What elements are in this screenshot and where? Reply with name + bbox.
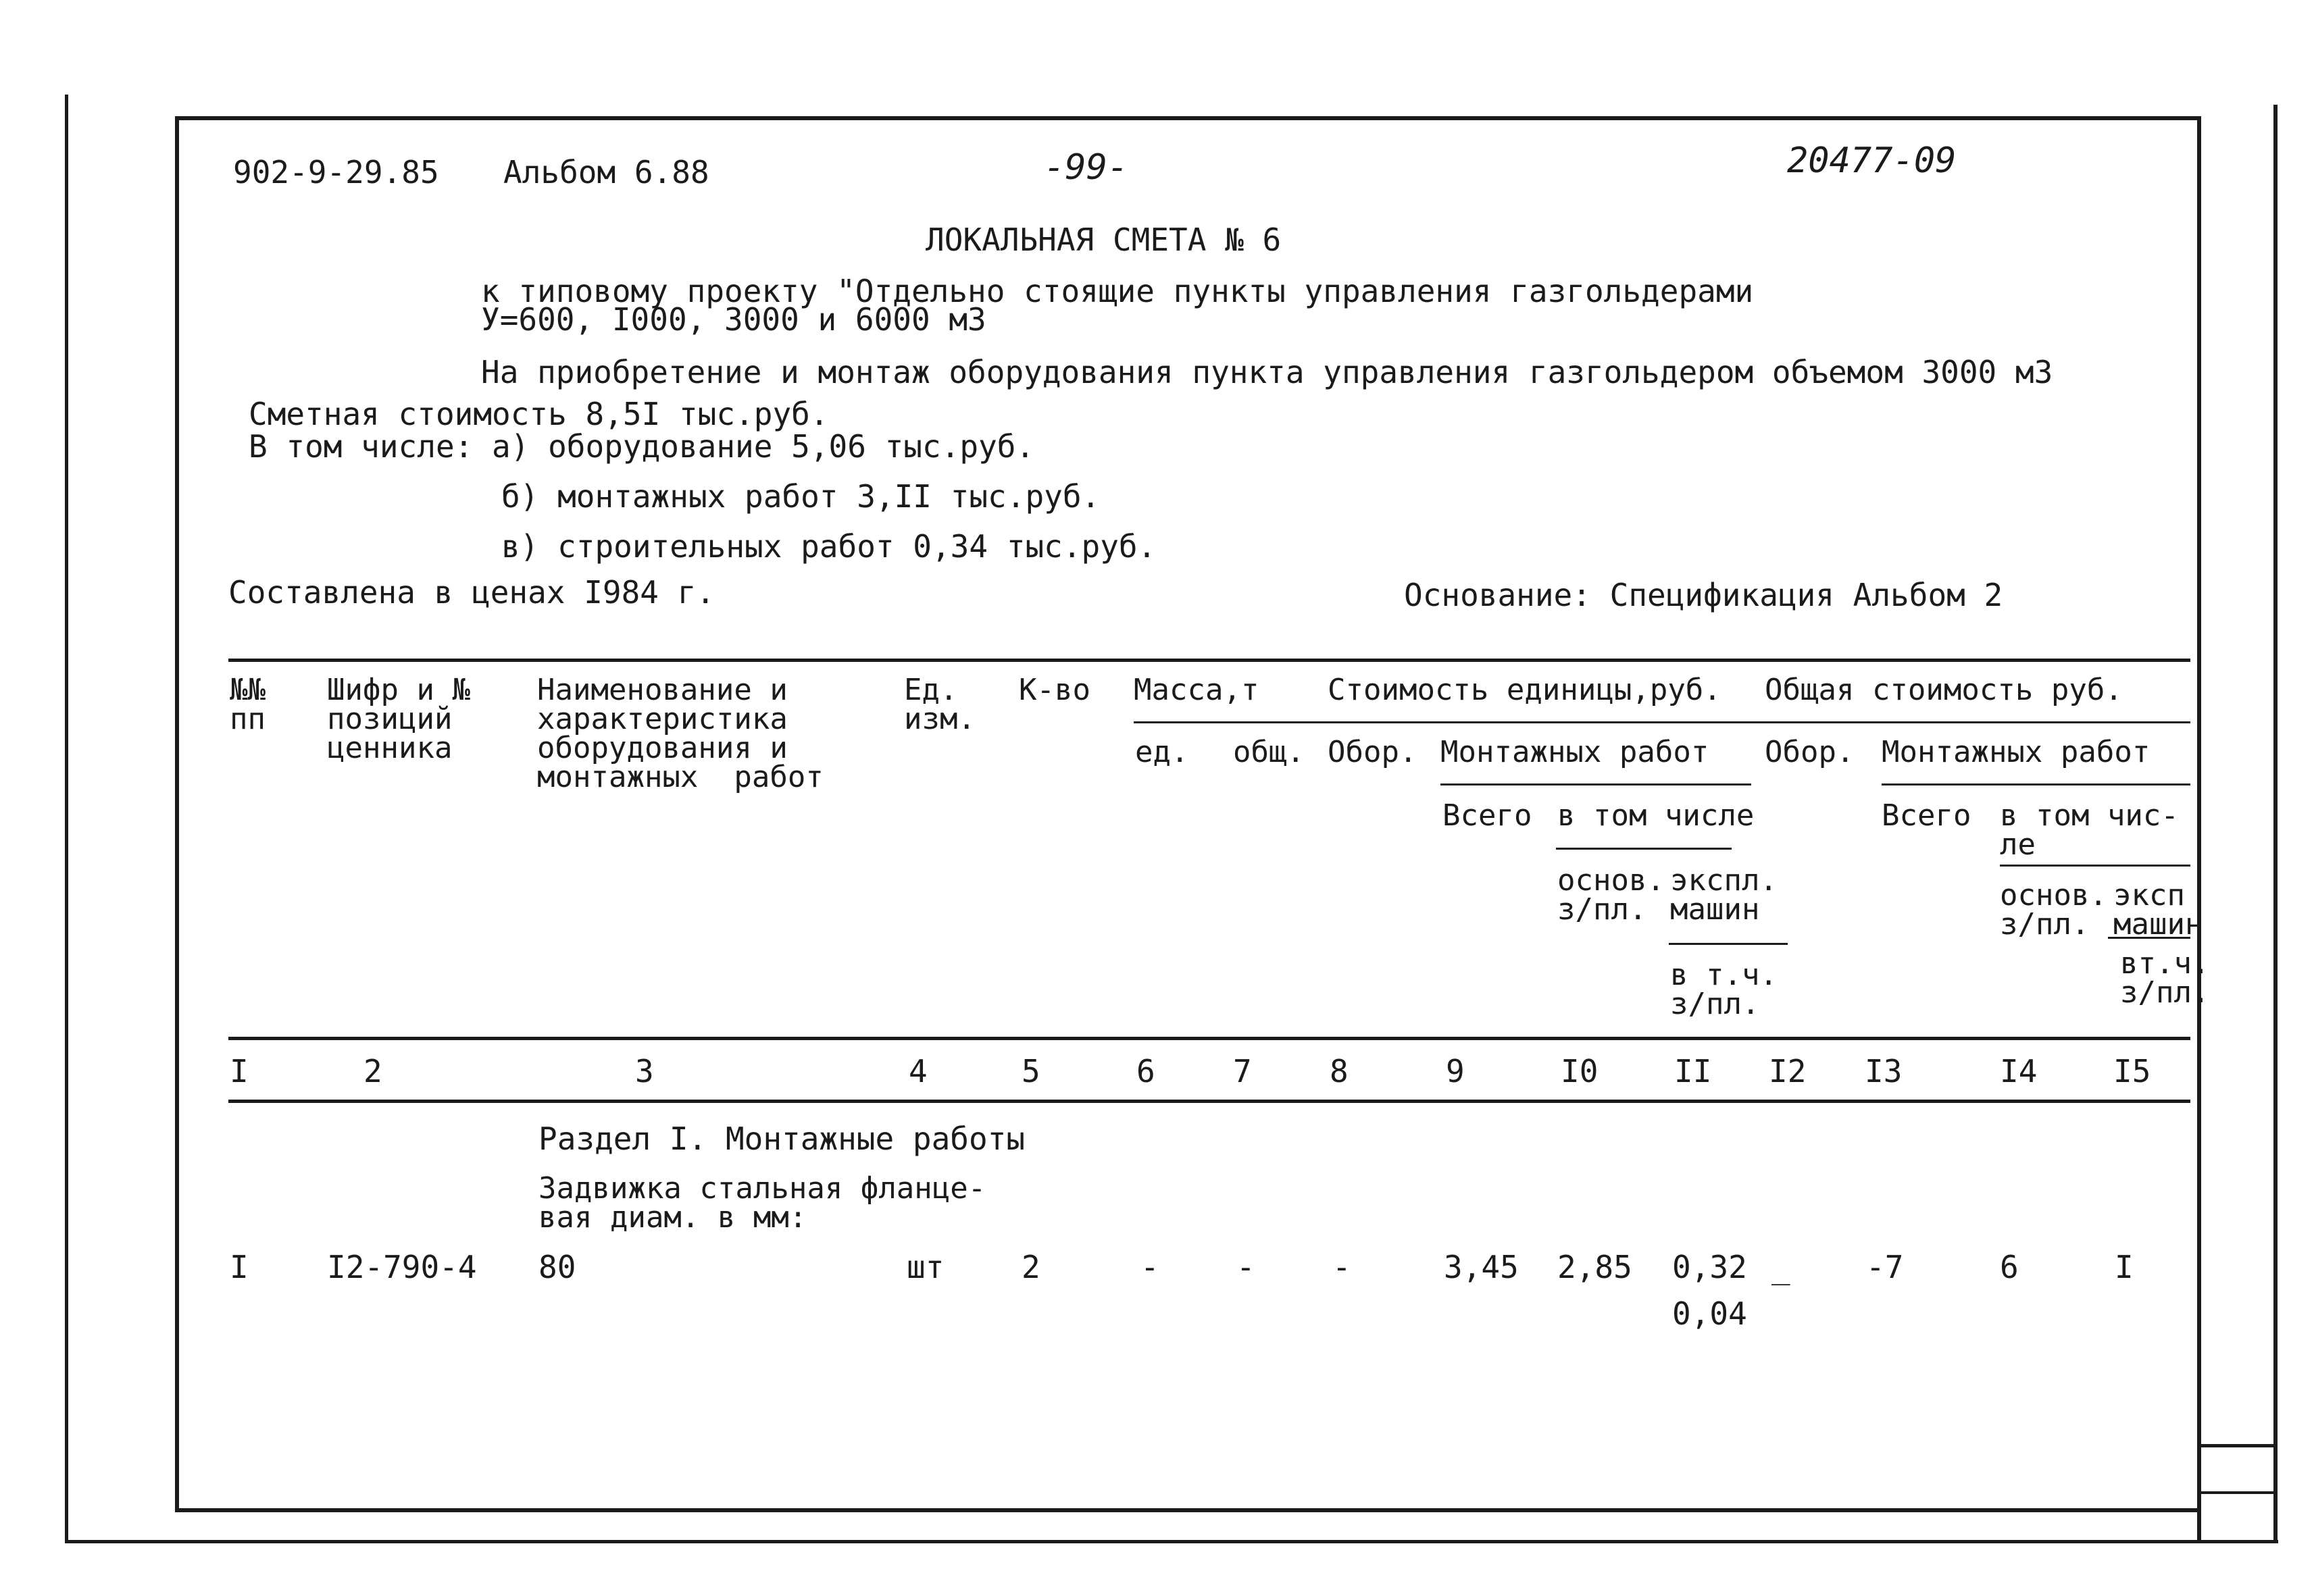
rule-header-2b xyxy=(1882,783,2190,786)
frame-left-margin xyxy=(65,95,68,1543)
estimate-purpose: На приобретение и монтаж оборудования пункта управления газгольдером объемом 3000 м3 xyxy=(481,354,2053,390)
row-tc-wage: 6 xyxy=(2000,1249,2019,1285)
col-number-13: I3 xyxy=(1865,1053,1903,1089)
col-number-14: I4 xyxy=(2000,1053,2038,1089)
frame-left xyxy=(175,116,179,1511)
header-name: Наименование и характеристика оборудования и монтажных работ xyxy=(537,673,824,795)
header-tc-machines: эксп машин xyxy=(2113,878,2203,942)
stamp-box-mid xyxy=(2197,1491,2277,1494)
rule-header-3b xyxy=(2000,865,2190,867)
table-numbers-top-rule xyxy=(228,1037,2190,1040)
row-uc-machines: 0,32 xyxy=(1672,1249,1747,1285)
row-number: I xyxy=(230,1249,249,1285)
header-mass-unit: ед. xyxy=(1135,735,1189,769)
section-title: Раздел I. Монтажные работы xyxy=(538,1121,1026,1157)
col-number-9: 9 xyxy=(1446,1053,1465,1089)
frame-top xyxy=(175,116,2200,120)
frame-bottom xyxy=(175,1508,2200,1512)
row-uc-wage: 2,85 xyxy=(1557,1249,1632,1285)
header-uc-total: Всего xyxy=(1442,798,1532,833)
header-row-number: №№ пп xyxy=(230,673,266,737)
col-number-6: 6 xyxy=(1136,1053,1155,1089)
header-uc-equipment: Обор. xyxy=(1328,735,1417,769)
header-tc-equipment: Обор. xyxy=(1765,735,1855,769)
header-unit: Ед. изм. xyxy=(904,673,976,737)
col-number-4: 4 xyxy=(909,1053,928,1089)
inventory-number: 20477-09 xyxy=(1787,140,1957,181)
prices-note: Составлена в ценах I984 г. xyxy=(228,574,715,611)
project-line-1: к типовому проекту "Отдельно стоящие пункты управления газгольдерами xyxy=(481,273,1754,309)
stamp-box-top xyxy=(2197,1444,2277,1447)
row-uc-total: 3,45 xyxy=(1444,1249,1519,1285)
header-uc-wage: основ. з/пл. xyxy=(1557,863,1665,927)
col-number-15: I5 xyxy=(2113,1053,2151,1089)
row-mass-total: - xyxy=(1236,1249,1255,1285)
document-code: 902-9-29.85 xyxy=(233,154,439,190)
header-tc-machines-wage: вт.ч. з/пл. xyxy=(2120,946,2210,1010)
row-tc-equipment: _ xyxy=(1771,1249,1790,1285)
rule-header-1 xyxy=(1134,721,2190,723)
col-number-7: 7 xyxy=(1233,1053,1252,1089)
header-tc-total: Всего xyxy=(1882,798,1971,833)
row-name: 80 xyxy=(538,1249,576,1285)
header-uc-machines: экспл. машин xyxy=(1670,863,1778,927)
estimated-cost: Сметная стоимость 8,5I тыс.руб. xyxy=(249,396,829,432)
header-uc-including: в том числе xyxy=(1557,798,1755,833)
row-tc-total: -7 xyxy=(1866,1249,1904,1285)
cost-equipment: В том числе: а) оборудование 5,06 тыс.руб. xyxy=(249,428,1035,465)
basis-note: Основание: Спецификация Альбом 2 xyxy=(1404,577,2003,613)
row-tc-machines: I xyxy=(2115,1249,2134,1285)
rule-header-3a xyxy=(1556,848,1732,850)
frame-right xyxy=(2197,116,2201,1543)
col-number-11: II xyxy=(1674,1053,1712,1089)
col-number-1: I xyxy=(230,1053,249,1089)
header-unit-cost: Стоимость единицы,руб. xyxy=(1328,673,1721,707)
frame-outer-right xyxy=(2273,105,2278,1543)
rule-header-2a xyxy=(1440,783,1751,786)
header-code: Шифр и № позиций ценника xyxy=(327,673,470,766)
table-numbers-bottom-rule xyxy=(228,1100,2190,1103)
header-tc-wage: основ. з/пл. xyxy=(2000,878,2107,942)
col-number-12: I2 xyxy=(1769,1053,1807,1089)
col-number-2: 2 xyxy=(363,1053,382,1089)
header-tc-installation: Монтажных работ xyxy=(1882,735,2150,769)
col-number-8: 8 xyxy=(1330,1053,1349,1089)
header-quantity: К-во xyxy=(1019,673,1090,707)
row-uc-equipment: - xyxy=(1332,1249,1351,1285)
frame-outer-bottom xyxy=(65,1540,2278,1543)
row-mass-unit: - xyxy=(1140,1249,1159,1285)
col-number-3: 3 xyxy=(635,1053,654,1089)
cost-construction: в) строительных работ 0,34 тыс.руб. xyxy=(501,528,1157,565)
project-line-2: У=600, I000, 3000 и 6000 м3 xyxy=(481,301,986,338)
header-total-cost: Общая стоимость руб. xyxy=(1765,673,2123,707)
row-code: I2-790-4 xyxy=(327,1249,477,1285)
page-number: -99- xyxy=(1044,147,1129,188)
item-group-title: Задвижка стальная фланце- вая диам. в мм: xyxy=(538,1171,986,1235)
header-tc-including: в том чис- ле xyxy=(2000,798,2179,863)
row-unit: шт xyxy=(907,1249,945,1285)
rule-header-4 xyxy=(1669,943,1788,945)
col-number-10: I0 xyxy=(1561,1053,1599,1089)
col-number-5: 5 xyxy=(1022,1053,1040,1089)
row-uc-machines-wage: 0,04 xyxy=(1672,1295,1747,1332)
table-top-rule xyxy=(228,659,2190,662)
header-mass-total: общ. xyxy=(1233,735,1305,769)
album-number: Альбом 6.88 xyxy=(503,154,709,190)
header-uc-machines-wage: в т.ч. з/пл. xyxy=(1670,958,1778,1022)
cost-installation: б) монтажных работ 3,II тыс.руб. xyxy=(501,478,1101,515)
row-quantity: 2 xyxy=(1022,1249,1040,1285)
estimate-title: ЛОКАЛЬНАЯ СМЕТА № 6 xyxy=(926,222,1282,258)
header-uc-installation: Монтажных работ xyxy=(1440,735,1709,769)
header-mass: Масса,т xyxy=(1134,673,1259,707)
